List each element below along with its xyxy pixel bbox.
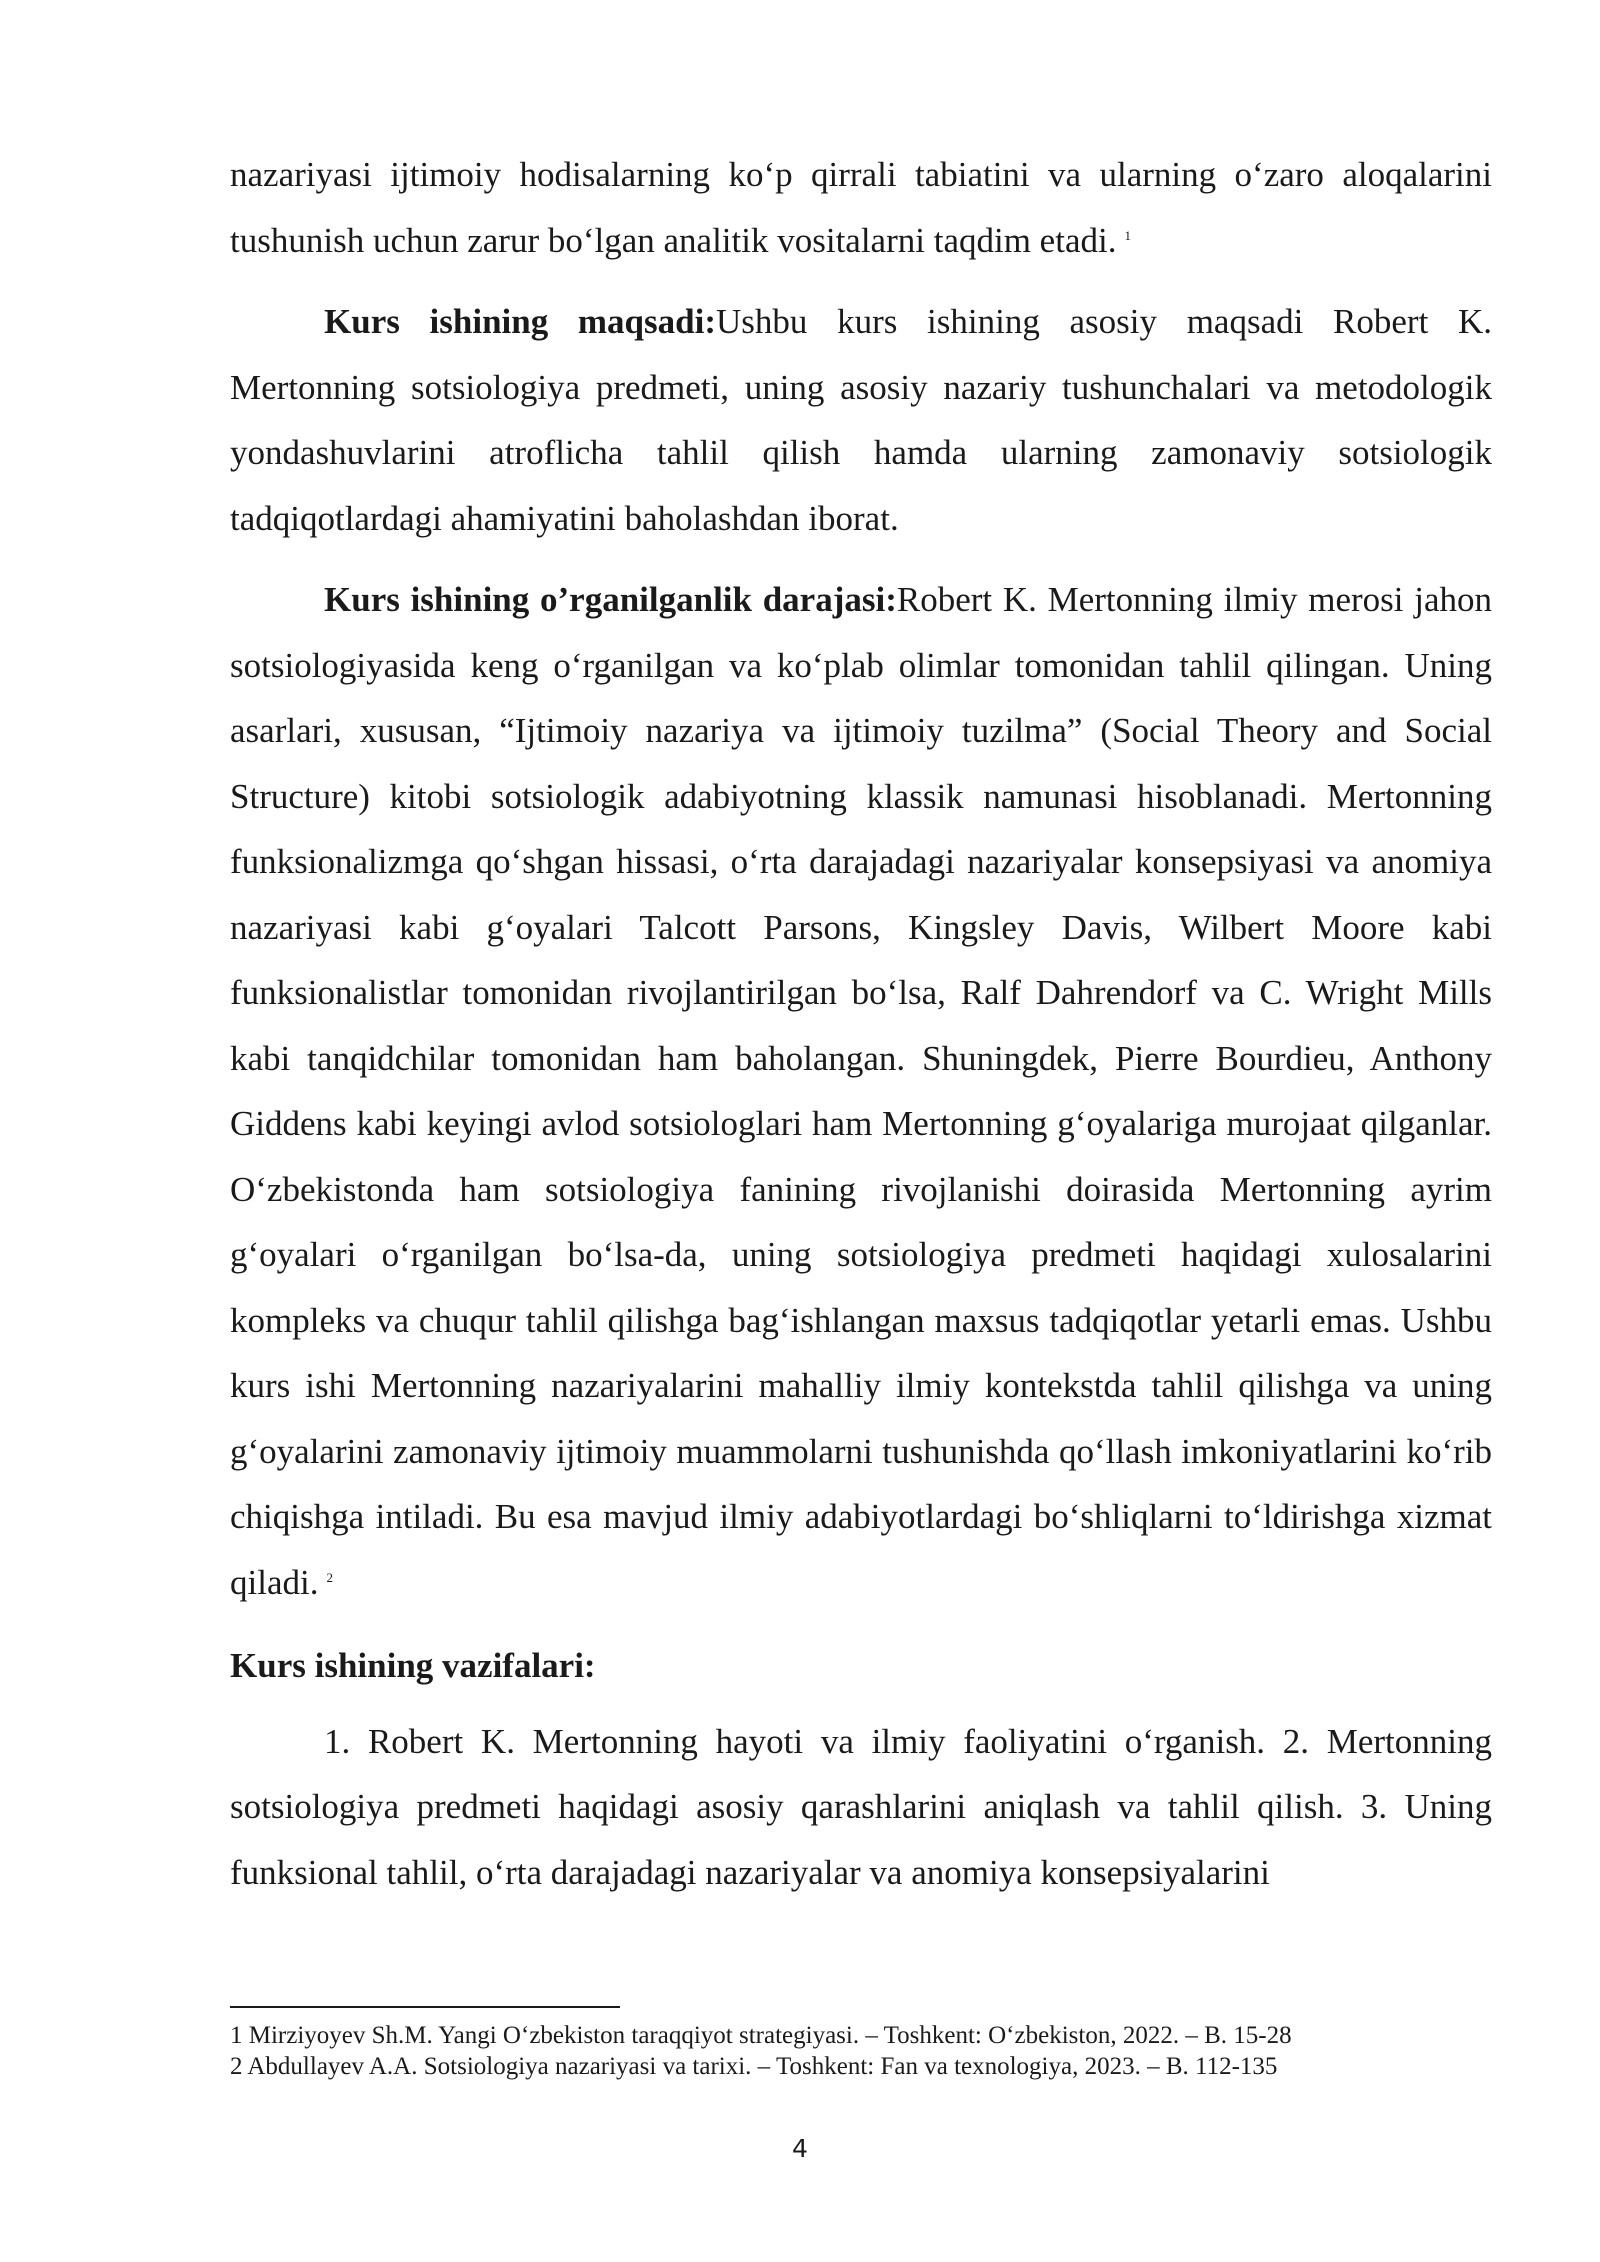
- tasks-heading: Kurs ishining vazifalari:: [230, 1646, 596, 1685]
- study-level-heading: Kurs ishining o’rganilganlik darajasi:: [324, 580, 897, 619]
- page-number: 4: [792, 2134, 808, 2163]
- footnote-reference-1[interactable]: 1: [1124, 227, 1131, 243]
- footnote-reference-2[interactable]: 2: [326, 1569, 333, 1585]
- study-level-paragraph: [230, 567, 1492, 1615]
- study-level-text: Robert K. Mertonning ilmiy merosi jahon sotsiologiyasida keng o‘rganilgan va ko‘plab olimlar tomonidan tahlil qilingan. Uning asarlari, xususan, “Ijtimoiy nazariya va ijtimoiy tuzilma” (Social Theory and Social Structure) kitobi sotsiologik adabiyotning klassik namunasi hisoblanadi. Mertonning funksionalizmga qo‘shgan hissasi, o‘rta darajadagi nazariyalar konsepsiyasi va anomiya nazariyasi kabi g‘oyalari Talcott Parsons, Kingsley Davis, Wilbert Moore kabi funksionalistlar tomonidan rivojlantirilgan bo‘lsa, Ralf Dahrendorf va C. Wright Mills kabi tanqidchilar tomonidan ham baholangan. Shuningdek, Pierre Bourdieu, Anthony Giddens kabi keyingi avlod sotsiologlari ham Mertonning g‘oyalariga murojaat qilganlar. O‘zbekistonda ham sotsiologiya fanining rivojlanishi doirasida Mertonning ayrim g‘oyalari o‘rganilgan bo‘lsa-da, uning sotsiologiya predmeti haqidagi xulosalarini kompleks va chuqur tahlil qilishga bag‘ishlangan maxsus tadqiqotlar yetarli emas. Ushbu kurs ishi Mertonning nazariyalarini mahalliy ilmiy kontekstda tahlil qilishga va uning g‘oyalarini zamonaviy ijtimoiy muammolarni tushunishda qo‘llash imkoniyatlarini ko‘rib chiqishga intiladi. Bu esa mavjud ilmiy adabiyotlardagi bo‘shliqlarni to‘ldirishga xizmat qiladi.: [230, 580, 1492, 1602]
- body-text: [230, 142, 1492, 1905]
- goal-text: Ushbu kurs ishining asosiy maqsadi Robert K. Mertonning sotsiologiya predmeti, uning asosiy nazariy tushunchalari va metodologik yondashuvlarini atroflicha tahlil qilish hamda ularning zamonaviy sotsiologik tadqiqotlardagi ahamiyatini baholashdan iborat.: [230, 302, 1493, 538]
- goal-paragraph: [230, 289, 1492, 551]
- footnote-1: 1 Mirziyoyev Sh.M. Yangi O‘zbekiston taraqqiyot strategiyasi. – Toshkent: O‘zbekiston, 2022. – B. 15-28: [230, 2022, 1292, 2049]
- footnote-separator: [230, 2006, 620, 2008]
- footnote-2: 2 Abdullayev A.A. Sotsiologiya nazariyasi va tarixi. – Toshkent: Fan va texnologiya, 2023. – B. 112-135: [230, 2053, 1278, 2080]
- intro-paragraph: [230, 142, 1492, 273]
- intro-text: nazariyasi ijtimoiy hodisalarning ko‘p qirrali tabiatini va ularning o‘zaro aloqalarini tushunish uchun zarur bo‘lgan analitik vositalarni taqdim etadi.: [230, 155, 1492, 260]
- footnotes: [230, 2020, 1492, 2082]
- goal-heading: Kurs ishining maqsadi:: [324, 302, 716, 341]
- tasks-paragraph: 1. Robert K. Mertonning hayoti va ilmiy faoliyatini o‘rganish. 2. Mertonning sotsiologiya predmeti haqidagi asosiy qarashlarini aniqlash va tahlil qilish. 3. Uning funksional tahlil, o‘rta darajadagi nazariyalar va anomiya konsepsiyalarini: [230, 1721, 1492, 1892]
